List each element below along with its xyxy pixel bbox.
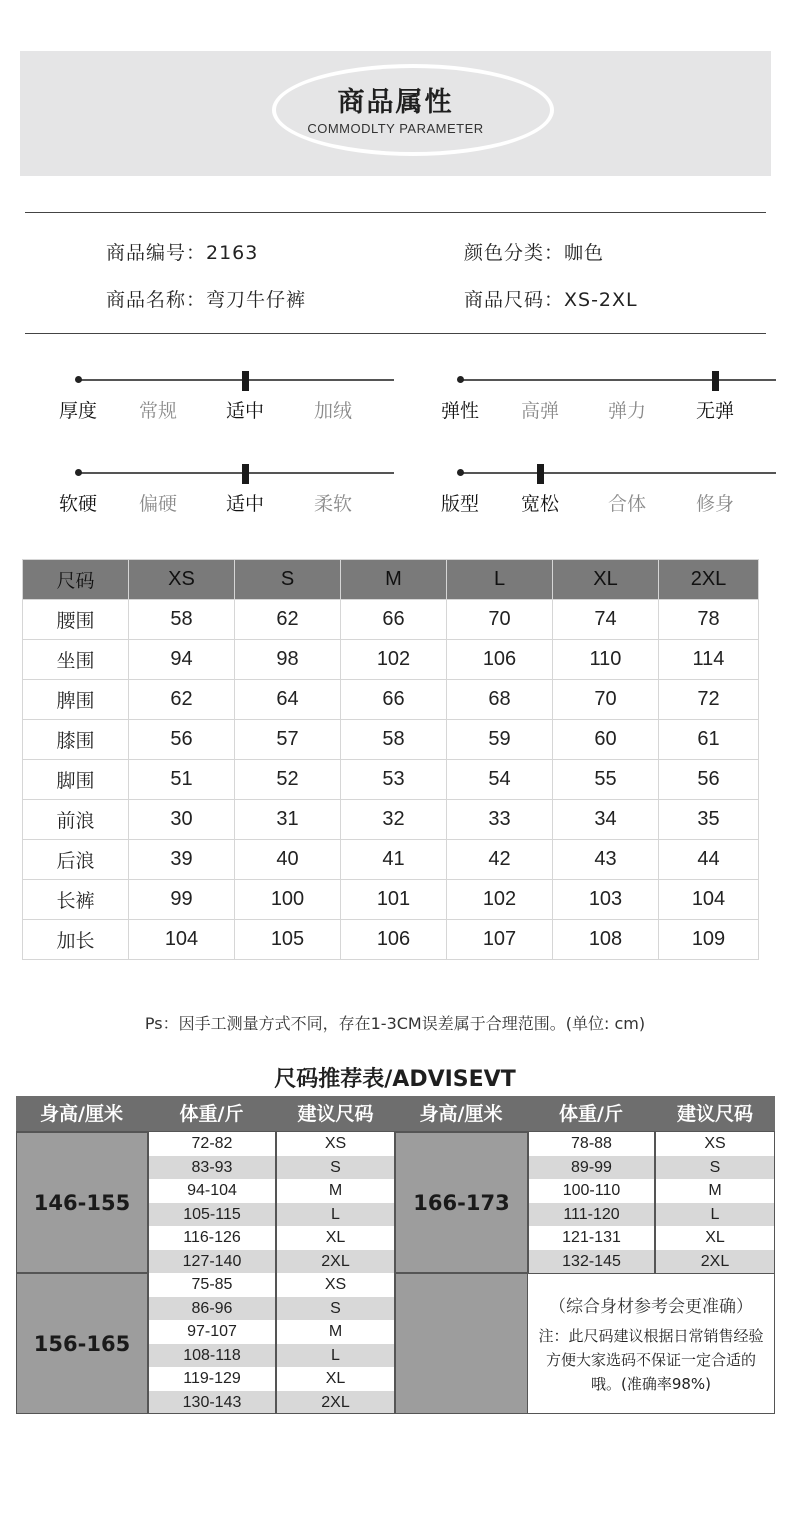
- size-table-cell: 31: [235, 800, 341, 840]
- slider-start-dot: [457, 469, 464, 476]
- size-table-cell: XL: [553, 560, 659, 600]
- recommended-size-cell: XS: [276, 1132, 395, 1156]
- product-color: 颜色分类：咖色: [464, 242, 605, 264]
- attribute-option: 常规: [138, 400, 177, 422]
- size-table-cell: 59: [447, 720, 553, 760]
- size-table-cell: 70: [553, 680, 659, 720]
- attribute-name: 弹性: [440, 400, 479, 422]
- note-body: 注：此尺码建议根据日常销售经验方便大家选码不保证一定合适的哦。(准确率98%): [538, 1327, 764, 1393]
- slider-start-dot: [457, 376, 464, 383]
- attribute-option: 修身: [695, 493, 734, 515]
- empty-cell: [395, 1273, 528, 1414]
- size-table-cell: 102: [341, 640, 447, 680]
- size-table-cell: 62: [129, 680, 235, 720]
- size-table-row: [23, 840, 759, 880]
- size-table-cell: 55: [553, 760, 659, 800]
- size-table-cell: 104: [129, 920, 235, 960]
- size-table-cell: XS: [129, 560, 235, 600]
- attribute-option: 加绒: [313, 400, 352, 422]
- size-recommendation-table: [16, 1096, 775, 1414]
- slider-marker: [712, 371, 719, 391]
- table-border: [16, 1413, 775, 1414]
- divider-bottom: [25, 333, 766, 334]
- recommendation-note: [527, 1273, 775, 1414]
- size-table-cell: 104: [659, 880, 759, 920]
- recommended-size-cell: M: [655, 1179, 775, 1203]
- recommended-size-cell: 2XL: [276, 1250, 395, 1274]
- size-table-cell: 56: [659, 760, 759, 800]
- size-table-cell: 105: [235, 920, 341, 960]
- height-group: 156-165: [16, 1273, 148, 1414]
- product-number: 商品编号：2163: [106, 242, 259, 264]
- size-table-cell: 100: [235, 880, 341, 920]
- weight-range-cell: 121-131: [528, 1226, 655, 1250]
- attribute-thickness: [58, 372, 394, 432]
- slider-track: [78, 472, 394, 474]
- size-table-cell: 106: [447, 640, 553, 680]
- slider-track: [78, 379, 394, 381]
- height-group: 146-155: [16, 1132, 148, 1273]
- size-table-cell: 43: [553, 840, 659, 880]
- size-table-header: [23, 560, 759, 600]
- slider-start-dot: [75, 469, 82, 476]
- recommended-size-cell: 2XL: [655, 1250, 775, 1274]
- size-table-cell: 32: [341, 800, 447, 840]
- weight-range-cell: 132-145: [528, 1250, 655, 1274]
- recommended-size-cell: S: [276, 1297, 395, 1321]
- product-name: 商品名称：弯刀牛仔裤: [106, 289, 307, 311]
- recommended-size-cell: L: [276, 1344, 395, 1368]
- note-title: （综合身材参考会更准确）: [549, 1297, 753, 1317]
- measurement-note: Ps：因手工测量方式不同，存在1-3CM误差属于合理范围。(单位: cm): [144, 1014, 646, 1033]
- attribute-option: 适中: [225, 493, 264, 515]
- size-table: [22, 559, 759, 960]
- size-table-cell: 2XL: [659, 560, 759, 600]
- size-table-cell: 106: [341, 920, 447, 960]
- size-table-cell: 35: [659, 800, 759, 840]
- size-table-row: [23, 760, 759, 800]
- size-table-cell: 39: [129, 840, 235, 880]
- size-table-cell: 98: [235, 640, 341, 680]
- weight-range-cell: 72-82: [148, 1132, 276, 1156]
- size-table-cell: 78: [659, 600, 759, 640]
- size-table-cell: 64: [235, 680, 341, 720]
- size-table-cell: 54: [447, 760, 553, 800]
- height-group: 166-173: [395, 1132, 528, 1273]
- recommended-size-cell: M: [276, 1179, 395, 1203]
- size-table-cell: 33: [447, 800, 553, 840]
- attribute-option: 高弹: [520, 400, 559, 422]
- size-table-cell: 103: [553, 880, 659, 920]
- size-table-cell: 99: [129, 880, 235, 920]
- recommended-size-cell: L: [276, 1203, 395, 1227]
- size-table-row: [23, 600, 759, 640]
- header-size: 建议尺码: [276, 1096, 395, 1132]
- size-table-row-label: 长裤: [23, 880, 129, 920]
- header-size: 建议尺码: [655, 1096, 775, 1132]
- size-table-cell: 62: [235, 600, 341, 640]
- size-table-cell: 72: [659, 680, 759, 720]
- recommended-size-cell: L: [655, 1203, 775, 1227]
- attribute-option: 宽松: [520, 493, 559, 515]
- recommended-size-cell: 2XL: [276, 1391, 395, 1415]
- recommended-size-cell: XS: [276, 1273, 395, 1297]
- size-table-row-label: 加长: [23, 920, 129, 960]
- weight-range-cell: 116-126: [148, 1226, 276, 1250]
- attribute-option: 弹力: [607, 400, 646, 422]
- attribute-option: 偏硬: [138, 493, 177, 515]
- size-table-row: [23, 880, 759, 920]
- size-table-row-label: 前浪: [23, 800, 129, 840]
- weight-range-cell: 108-118: [148, 1344, 276, 1368]
- attribute-name: 软硬: [58, 493, 97, 515]
- size-table-cell: 66: [341, 600, 447, 640]
- size-table-cell: 34: [553, 800, 659, 840]
- size-table-row: [23, 920, 759, 960]
- attribute-elasticity: [440, 372, 776, 432]
- size-table-cell: 41: [341, 840, 447, 880]
- header-weight: 体重/斤: [527, 1096, 655, 1132]
- size-table-cell: 42: [447, 840, 553, 880]
- weight-range-cell: 119-129: [148, 1367, 276, 1391]
- header-banner: [20, 51, 771, 176]
- size-table-row: [23, 800, 759, 840]
- size-table-cell: 30: [129, 800, 235, 840]
- weight-range-cell: 111-120: [528, 1203, 655, 1227]
- slider-track: [460, 472, 776, 474]
- weight-range-cell: 75-85: [148, 1273, 276, 1297]
- size-table-cell: 110: [553, 640, 659, 680]
- size-table-row-label: 后浪: [23, 840, 129, 880]
- size-table-row-label: 腰围: [23, 600, 129, 640]
- attribute-hardness: [58, 465, 394, 525]
- size-table-cell: 58: [341, 720, 447, 760]
- header-weight: 体重/斤: [147, 1096, 276, 1132]
- weight-range-cell: 86-96: [148, 1297, 276, 1321]
- size-table-row-label: 膝围: [23, 720, 129, 760]
- size-table-cell: 102: [447, 880, 553, 920]
- size-table-cell: 44: [659, 840, 759, 880]
- attribute-fit: [440, 465, 776, 525]
- size-table-cell: 66: [341, 680, 447, 720]
- product-sizes: 商品尺码：XS-2XL: [464, 289, 638, 311]
- slider-marker: [537, 464, 544, 484]
- weight-range-cell: 78-88: [528, 1132, 655, 1156]
- attribute-option: 合体: [607, 493, 646, 515]
- weight-range-cell: 83-93: [148, 1156, 276, 1180]
- size-table-row: [23, 640, 759, 680]
- advise-title: 尺码推荐表/ADVISEVT: [274, 1067, 516, 1092]
- weight-range-cell: 89-99: [528, 1156, 655, 1180]
- size-table-row: [23, 720, 759, 760]
- divider-top: [25, 212, 766, 213]
- slider-marker: [242, 371, 249, 391]
- recommended-size-cell: XS: [655, 1132, 775, 1156]
- attribute-name: 厚度: [58, 400, 97, 422]
- recommended-size-cell: S: [276, 1156, 395, 1180]
- attribute-name: 版型: [440, 493, 479, 515]
- size-table-cell: L: [447, 560, 553, 600]
- size-table-cell: 61: [659, 720, 759, 760]
- size-table-cell: S: [235, 560, 341, 600]
- size-table-cell: 52: [235, 760, 341, 800]
- size-table-cell: 60: [553, 720, 659, 760]
- slider-start-dot: [75, 376, 82, 383]
- recommended-size-cell: XL: [655, 1226, 775, 1250]
- size-table-row-label: 脚围: [23, 760, 129, 800]
- size-table-cell: 114: [659, 640, 759, 680]
- slider-track: [460, 379, 776, 381]
- size-table-cell: 53: [341, 760, 447, 800]
- attribute-option: 适中: [225, 400, 264, 422]
- size-table-row-label: 坐围: [23, 640, 129, 680]
- size-table-cell: M: [341, 560, 447, 600]
- size-table-cell: 56: [129, 720, 235, 760]
- size-table-cell: 101: [341, 880, 447, 920]
- size-table-cell: 108: [553, 920, 659, 960]
- size-table-cell: 51: [129, 760, 235, 800]
- size-table-cell: 58: [129, 600, 235, 640]
- banner-subtitle: COMMODLTY PARAMETER: [307, 121, 484, 136]
- size-table-cell: 57: [235, 720, 341, 760]
- size-table-cell: 107: [447, 920, 553, 960]
- header-height: 身高/厘米: [395, 1096, 527, 1132]
- size-table-row-label: 脾围: [23, 680, 129, 720]
- slider-marker: [242, 464, 249, 484]
- weight-range-cell: 127-140: [148, 1250, 276, 1274]
- recommended-size-cell: S: [655, 1156, 775, 1180]
- header-height: 身高/厘米: [16, 1096, 147, 1132]
- recommended-size-cell: XL: [276, 1367, 395, 1391]
- size-table-cell: 109: [659, 920, 759, 960]
- size-table-cell: 40: [235, 840, 341, 880]
- size-table-cell: 70: [447, 600, 553, 640]
- weight-range-cell: 97-107: [148, 1320, 276, 1344]
- banner-title: 商品属性: [337, 87, 454, 118]
- size-table-row: [23, 680, 759, 720]
- weight-range-cell: 130-143: [148, 1391, 276, 1415]
- size-table-cell: 74: [553, 600, 659, 640]
- size-table-cell: 68: [447, 680, 553, 720]
- size-table-row-label: 尺码: [23, 560, 129, 600]
- recommended-size-cell: M: [276, 1320, 395, 1344]
- table-border: [16, 1131, 775, 1132]
- recommended-size-cell: XL: [276, 1226, 395, 1250]
- weight-range-cell: 94-104: [148, 1179, 276, 1203]
- weight-range-cell: 100-110: [528, 1179, 655, 1203]
- attribute-option: 柔软: [313, 493, 352, 515]
- size-table-cell: 94: [129, 640, 235, 680]
- weight-range-cell: 105-115: [148, 1203, 276, 1227]
- attribute-option: 无弹: [695, 400, 734, 422]
